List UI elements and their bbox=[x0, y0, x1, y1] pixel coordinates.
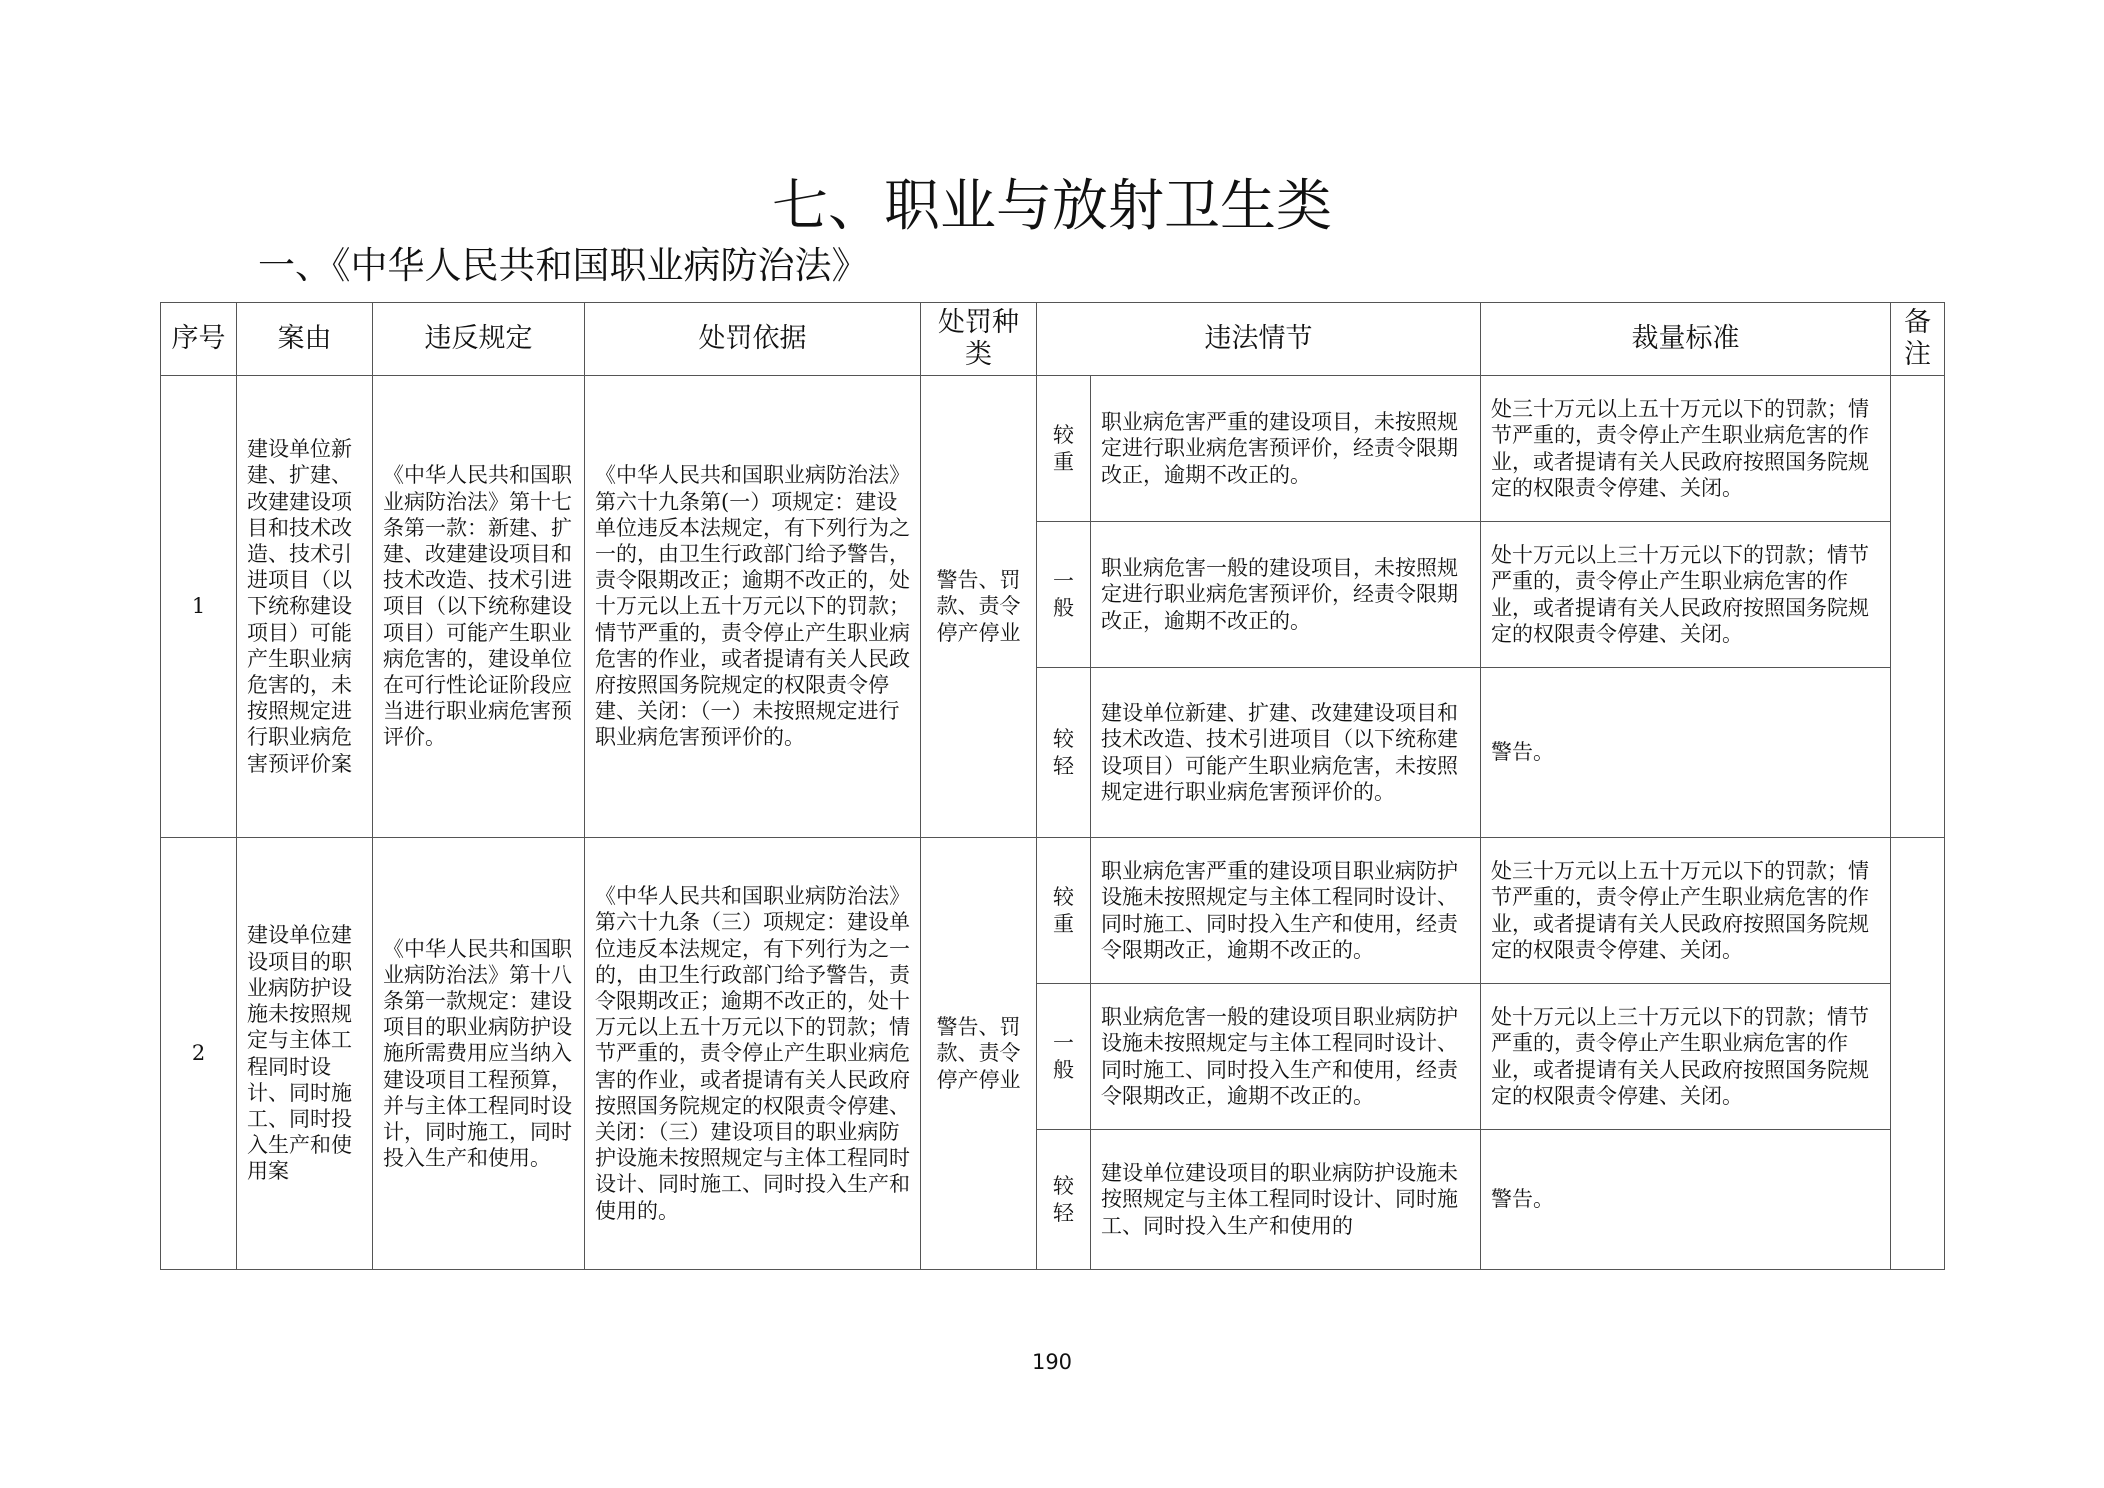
header-violation: 违反规定 bbox=[373, 303, 585, 376]
header-case: 案由 bbox=[237, 303, 373, 376]
level-circumstance: 职业病危害严重的建设项目，未按照规定进行职业病危害预评价，经责令限期改正，逾期不改正的。 bbox=[1091, 376, 1481, 522]
row-remark bbox=[1891, 376, 1945, 838]
level-standard: 处三十万元以上五十万元以下的罚款；情节严重的，责令停止产生职业病危害的作业，或者提请有关人民政府按照国务院规定的权限责令停建、关闭。 bbox=[1481, 838, 1891, 984]
level-label: 较轻 bbox=[1037, 668, 1091, 838]
row-seq: 1 bbox=[161, 376, 237, 838]
level-label: 较轻 bbox=[1037, 1130, 1091, 1270]
row-basis: 《中华人民共和国职业病防治法》第六十九条第(一）项规定：建设单位违反本法规定，有下列行为之一的，由卫生行政部门给予警告，责令限期改正；逾期不改正的，处十万元以上五十万元以下的罚款；情节严重的，责令停止产生职业病危害的作业，或者提请有关人民政府按照国务院规定的权限责令停建、关闭：（一）未按照规定进行职业病危害预评价的。 bbox=[585, 376, 921, 838]
level-standard: 处十万元以上三十万元以下的罚款；情节严重的，责令停止产生职业病危害的作业，或者提请有关人民政府按照国务院规定的权限责令停建、关闭。 bbox=[1481, 984, 1891, 1130]
table-header-row bbox=[161, 303, 1945, 376]
header-remark: 备注 bbox=[1891, 303, 1945, 376]
penalty-table bbox=[160, 302, 1945, 1270]
row-violation: 《中华人民共和国职业病防治法》第十七条第一款：新建、扩建、改建建设项目和技术改造、技术引进项目（以下统称建设项目）可能产生职业病危害的，建设单位在可行性论证阶段应当进行职业病危害预评价。 bbox=[373, 376, 585, 838]
header-standard: 裁量标准 bbox=[1481, 303, 1891, 376]
row-penalty-type: 警告、罚款、责令停产停业 bbox=[921, 376, 1037, 838]
level-label: 较重 bbox=[1037, 838, 1091, 984]
row-remark bbox=[1891, 838, 1945, 1270]
row-case: 建设单位新建、扩建、改建建设项目和技术改造、技术引进项目（以下统称建设项目）可能产生职业病危害的，未按照规定进行职业病危害预评价案 bbox=[237, 376, 373, 838]
level-standard: 处三十万元以上五十万元以下的罚款；情节严重的，责令停止产生职业病危害的作业，或者提请有关人民政府按照国务院规定的权限责令停建、关闭。 bbox=[1481, 376, 1891, 522]
page-title: 七、职业与放射卫生类 bbox=[772, 174, 1332, 239]
level-circumstance: 职业病危害一般的建设项目职业病防护设施未按照规定与主体工程同时设计、同时施工、同时投入生产和使用，经责令限期改正，逾期不改正的。 bbox=[1091, 984, 1481, 1130]
level-circumstance: 职业病危害一般的建设项目，未按照规定进行职业病危害预评价，经责令限期改正，逾期不改正的。 bbox=[1091, 522, 1481, 668]
section-title: 一、《中华人民共和国职业病防治法》 bbox=[258, 244, 869, 287]
table-row bbox=[161, 376, 1945, 522]
level-standard: 警告。 bbox=[1481, 1130, 1891, 1270]
table-row bbox=[161, 838, 1945, 984]
level-circumstance: 职业病危害严重的建设项目职业病防护设施未按照规定与主体工程同时设计、同时施工、同时投入生产和使用，经责令限期改正，逾期不改正的。 bbox=[1091, 838, 1481, 984]
level-standard: 警告。 bbox=[1481, 668, 1891, 838]
header-penalty-type: 处罚种类 bbox=[921, 303, 1037, 376]
row-violation: 《中华人民共和国职业病防治法》第十八条第一款规定：建设项目的职业病防护设施所需费用应当纳入建设项目工程预算，并与主体工程同时设计，同时施工，同时投入生产和使用。 bbox=[373, 838, 585, 1270]
page-number: 190 bbox=[1031, 1350, 1073, 1374]
level-label: 较重 bbox=[1037, 376, 1091, 522]
level-circumstance: 建设单位建设项目的职业病防护设施未按照规定与主体工程同时设计、同时施工、同时投入生产和使用的 bbox=[1091, 1130, 1481, 1270]
row-case: 建设单位建设项目的职业病防护设施未按照规定与主体工程同时设计、同时施工、同时投入生产和使用案 bbox=[237, 838, 373, 1270]
row-basis: 《中华人民共和国职业病防治法》第六十九条（三）项规定：建设单位违反本法规定，有下列行为之一的，由卫生行政部门给予警告，责令限期改正；逾期不改正的，处十万元以上五十万元以下的罚款；情节严重的，责令停止产生职业病危害的作业，或者提请有关人民政府按照国务院规定的权限责令停建、关闭：（三）建设项目的职业病防护设施未按照规定与主体工程同时设计、同时施工、同时投入生产和使用的。 bbox=[585, 838, 921, 1270]
header-basis: 处罚依据 bbox=[585, 303, 921, 376]
level-label: 一般 bbox=[1037, 984, 1091, 1130]
row-penalty-type: 警告、罚款、责令停产停业 bbox=[921, 838, 1037, 1270]
level-label: 一般 bbox=[1037, 522, 1091, 668]
header-circumstance: 违法情节 bbox=[1037, 303, 1481, 376]
header-seq: 序号 bbox=[161, 303, 237, 376]
row-seq: 2 bbox=[161, 838, 237, 1270]
level-circumstance: 建设单位新建、扩建、改建建设项目和技术改造、技术引进项目（以下统称建设项目）可能产生职业病危害，未按照规定进行职业病危害预评价的。 bbox=[1091, 668, 1481, 838]
level-standard: 处十万元以上三十万元以下的罚款；情节严重的，责令停止产生职业病危害的作业，或者提请有关人民政府按照国务院规定的权限责令停建、关闭。 bbox=[1481, 522, 1891, 668]
